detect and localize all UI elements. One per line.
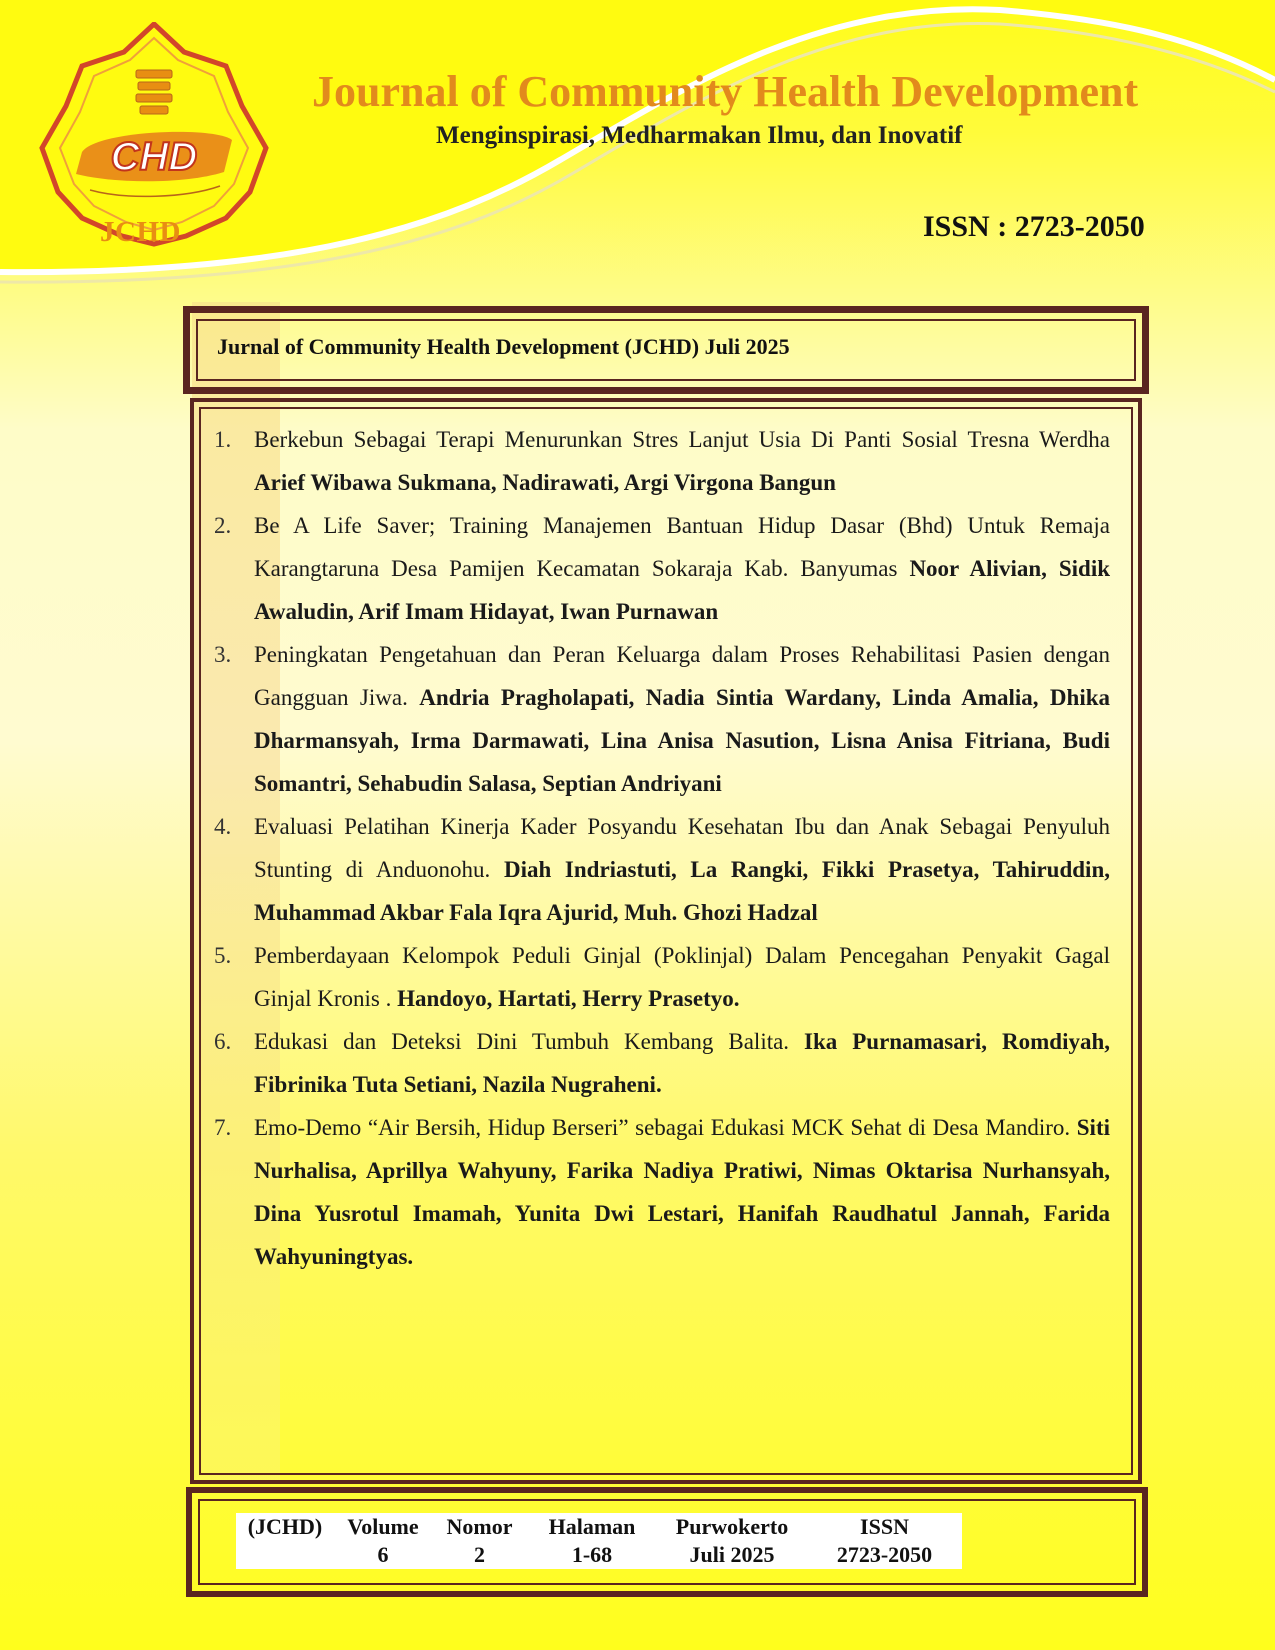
footer-value-date: Juli 2025: [689, 1542, 775, 1567]
issue-title: Jurnal of Community Health Development (JCHD) Juli 2025: [217, 334, 790, 359]
list-item: [214, 1106, 1110, 1278]
footer-label-number: Nomor: [446, 1514, 513, 1539]
list-item: [214, 805, 1110, 934]
footer-label-place: Purwokerto: [675, 1514, 789, 1539]
article-number: 4.: [214, 814, 232, 839]
footer-value-number: 2: [474, 1542, 485, 1567]
list-item: [214, 504, 1110, 633]
article-title: Edukasi dan Deteksi Dini Tumbuh Kembang Balita.: [254, 1029, 790, 1054]
article-number: 1.: [214, 427, 232, 452]
issue-info-table: [236, 1513, 962, 1569]
list-item: [214, 1020, 1110, 1106]
list-item: [214, 934, 1110, 1020]
article-authors: Siti Nurhalisa, Aprillya Wahyuny, Farika Nadiya Pratiwi, Nimas Oktarisa Nurhansyah, Dina Yusrotul Imamah, Yunita Dwi Lestari, Hanifah Raudhatul Jannah, Farida Wahyuningtyas.: [254, 1115, 1110, 1269]
journal-title: Journal of Community Health Development: [312, 67, 1139, 116]
article-authors: Ika Purnamasari, Romdiyah, Fibrinika Tuta Setiani, Nazila Nugraheni.: [254, 1029, 1110, 1097]
article-title: Emo-Demo “Air Bersih, Hidup Berseri” sebagai Edukasi MCK Sehat di Desa Mandiro.: [254, 1115, 1071, 1140]
article-number: 2.: [214, 513, 232, 538]
logo-caption: JCHD: [100, 216, 181, 248]
table-header-row: [236, 1513, 962, 1541]
article-title: Be A Life Saver; Training Manajemen Bantuan Hidup Dasar (Bhd) Untuk Remaja Karangtaruna Desa Pamijen Kecamatan Sokaraja Kab. Banyumas: [254, 513, 1110, 581]
footer-label-journal: (JCHD): [247, 1514, 323, 1539]
article-number: 3.: [214, 642, 232, 667]
article-number: 6.: [214, 1029, 232, 1054]
article-number: 5.: [214, 943, 232, 968]
article-title: Evaluasi Pelatihan Kinerja Kader Posyandu Kesehatan Ibu dan Anak Sebagai Penyuluh Stunting di Anduonohu.: [254, 814, 1110, 882]
footer-value-journal: [236, 1541, 334, 1569]
table-of-contents: [214, 418, 1110, 1278]
article-authors: Handoyo, Hartati, Herry Prasetyo.: [397, 986, 740, 1011]
list-item: [214, 633, 1110, 805]
table-row: [236, 1541, 962, 1569]
issn-header: ISSN : 2723-2050: [923, 210, 1145, 243]
footer-value-issn: 2723-2050: [836, 1542, 933, 1567]
footer-value-pages: 1-68: [571, 1542, 613, 1567]
svg-text:CHD: CHD: [110, 135, 198, 179]
list-item: [214, 418, 1110, 504]
footer-label-volume: Volume: [347, 1514, 419, 1539]
article-authors: Diah Indriastuti, La Rangki, Fikki Prasetya, Tahiruddin, Muhammad Akbar Fala Iqra Ajurid, Muh. Ghozi Hadzal: [254, 857, 1110, 925]
footer-label-pages: Halaman: [548, 1514, 636, 1539]
article-authors: Andria Pragholapati, Nadia Sintia Wardany, Linda Amalia, Dhika Dharmansyah, Irma Darmawati, Lina Anisa Nasution, Lisna Anisa Fitriana, Budi Somantri, Sehabudin Salasa, Septian Andriyani: [254, 685, 1111, 796]
article-authors: Noor Alivian, Sidik Awaludin, Arif Imam Hidayat, Iwan Purnawan: [254, 556, 1111, 624]
footer-label-issn: ISSN: [860, 1514, 909, 1539]
article-number: 7.: [214, 1115, 232, 1140]
article-authors: Arief Wibawa Sukmana, Nadirawati, Argi Virgona Bangun: [254, 470, 836, 495]
article-title: Peningkatan Pengetahuan dan Peran Keluarga dalam Proses Rehabilitasi Pasien dengan Gangguan Jiwa.: [254, 642, 1110, 710]
footer-value-volume: 6: [377, 1542, 389, 1567]
article-title: Berkebun Sebagai Terapi Menurunkan Stres Lanjut Usia Di Panti Sosial Tresna Werdha: [254, 427, 1110, 452]
journal-tagline: Menginspirasi, Medharmakan Ilmu, dan Inovatif: [436, 122, 963, 149]
article-title: Pemberdayaan Kelompok Peduli Ginjal (Poklinjal) Dalam Pencegahan Penyakit Gagal Ginjal Kronis .: [254, 943, 1110, 1011]
